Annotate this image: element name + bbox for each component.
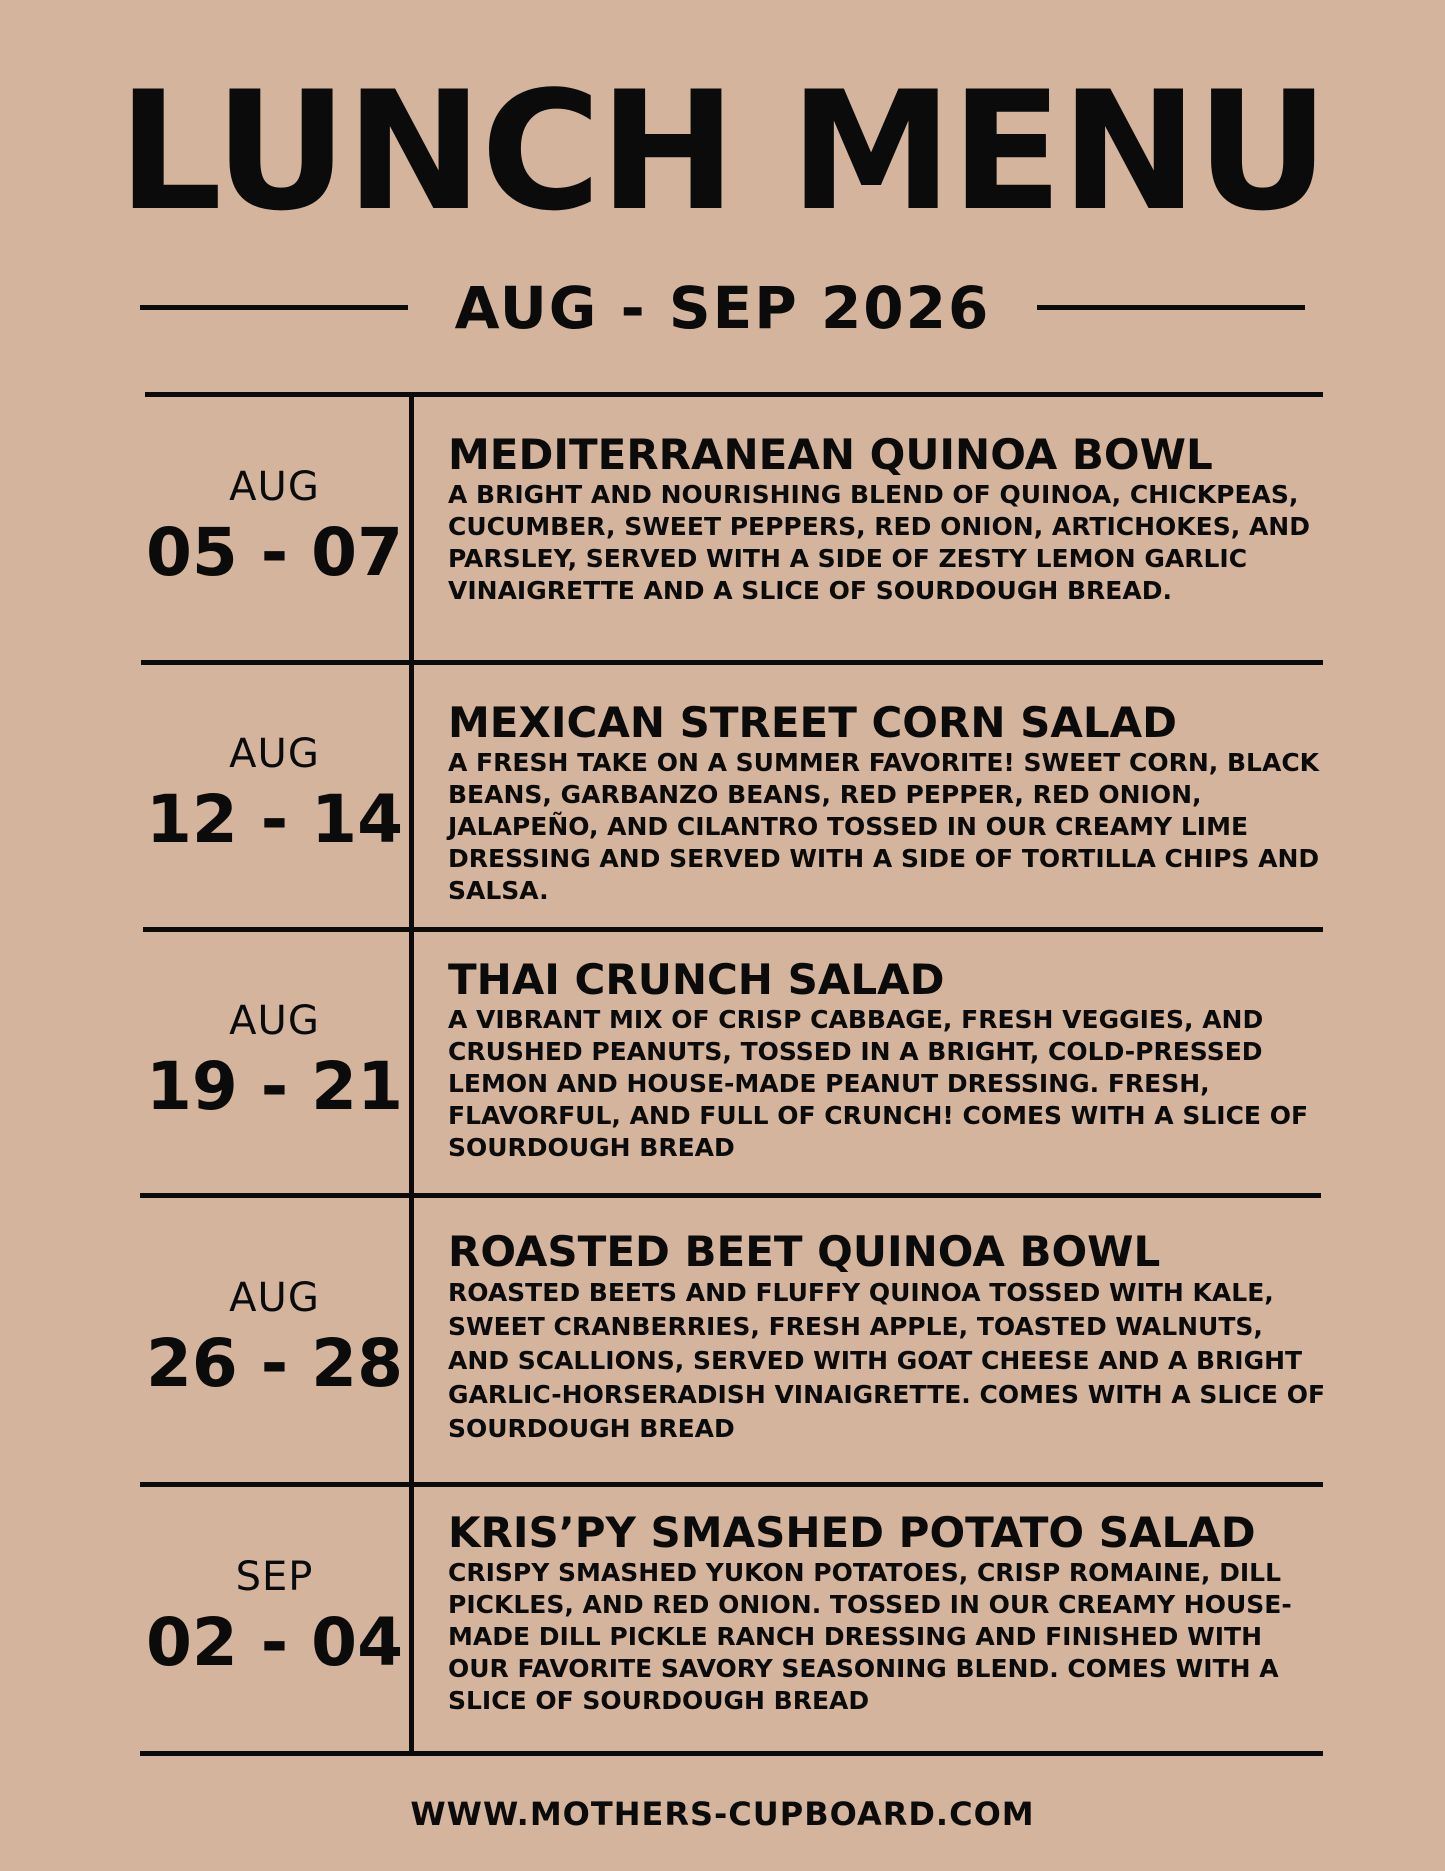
- page-title: LUNCH MENU: [117, 56, 1328, 247]
- date-month: AUG: [229, 997, 320, 1044]
- menu-row: [140, 397, 1323, 660]
- date-cell: [140, 1198, 409, 1482]
- dish-name: MEXICAN STREET CORN SALAD: [448, 698, 1178, 747]
- menu-row: [140, 1487, 1323, 1751]
- date-range: 26 - 28: [145, 1325, 404, 1402]
- row-divider-bottom: [140, 1751, 1323, 1756]
- dish-cell: [448, 1226, 1328, 1446]
- dish-description: CRISPY SMASHED YUKON POTATOES, CRISP ROMAINE, DILL PICKLES, AND RED ONION. TOSSED IN OUR CREAMY HOUSE-MADE DILL PICKLE RANCH DRESSING AND FINISHED WITH OUR FAVORITE SAVORY SEASONING BLEND. COMES WITH A SLICE OF SOURDOUGH BREAD: [448, 1558, 1292, 1715]
- date-cell: [140, 665, 409, 927]
- dish-name: THAI CRUNCH SALAD: [448, 955, 945, 1004]
- dish-cell: [448, 429, 1328, 607]
- page-subtitle: AUG - SEP 2026: [454, 274, 991, 342]
- dish-description: A FRESH TAKE ON A SUMMER FAVORITE! SWEET CORN, BLACK BEANS, GARBANZO BEANS, RED PEPPER, RED ONION, JALAPEÑO, AND CILANTRO TOSSED IN OUR CREAMY LIME DRESSING AND SERVED WITH A SIDE OF TORTILLA CHIPS AND SALSA.: [448, 748, 1320, 905]
- dish-description: ROASTED BEETS AND FLUFFY QUINOA TOSSED WITH KALE, SWEET CRANBERRIES, FRESH APPLE, TOASTED WALNUTS, AND SCALLIONS, SERVED WITH GOAT CHEESE AND A BRIGHT GARLIC-HORSERADISH VINAIGRETTE. COMES WITH A SLICE OF SOURDOUGH BREAD: [448, 1278, 1326, 1443]
- date-range: 19 - 21: [145, 1047, 404, 1125]
- dish-description: A VIBRANT MIX OF CRISP CABBAGE, FRESH VEGGIES, AND CRUSHED PEANUTS, TOSSED IN A BRIGHT, COLD-PRESSED LEMON AND HOUSE-MADE PEANUT DRESSING. FRESH, FLAVORFUL, AND FULL OF CRUNCH! COMES WITH A SLICE OF SOURDOUGH BREAD: [448, 1005, 1309, 1162]
- date-range: 02 - 04: [145, 1604, 404, 1681]
- subtitle-rule-left: [140, 305, 408, 310]
- date-month: AUG: [229, 463, 320, 510]
- dish-cell: [448, 1507, 1328, 1717]
- website-link[interactable]: WWW.MOTHERS-CUPBOARD.COM: [410, 1795, 1035, 1833]
- date-range: 05 - 07: [145, 513, 404, 591]
- dish-name: KRIS’PY SMASHED POTATO SALAD: [448, 1508, 1256, 1557]
- date-range: 12 - 14: [145, 781, 404, 858]
- dish-cell: [448, 954, 1328, 1164]
- date-month: SEP: [235, 1554, 314, 1600]
- menu-row: [140, 932, 1323, 1193]
- menu-row: [140, 1198, 1326, 1482]
- dish-description: A BRIGHT AND NOURISHING BLEND OF QUINOA, CHICKPEAS, CUCUMBER, SWEET PEPPERS, RED ONION, ARTICHOKES, AND PARSLEY, SERVED WITH A SIDE OF ZESTY LEMON GARLIC VINAIGRETTE AND A SLICE OF SOURDOUGH BREAD.: [448, 480, 1310, 605]
- date-cell: [140, 1487, 409, 1751]
- date-cell: [140, 397, 409, 660]
- dish-name: MEDITERRANEAN QUINOA BOWL: [448, 430, 1213, 479]
- dish-name: ROASTED BEET QUINOA BOWL: [448, 1227, 1161, 1276]
- menu-row: [140, 665, 1323, 927]
- menu-table: [140, 392, 1326, 1756]
- subtitle-rule-right: [1037, 305, 1305, 310]
- date-month: AUG: [229, 1275, 320, 1321]
- subtitle-row: [140, 272, 1305, 352]
- date-month: AUG: [229, 731, 320, 777]
- dish-cell: [448, 697, 1328, 907]
- date-cell: [140, 932, 409, 1193]
